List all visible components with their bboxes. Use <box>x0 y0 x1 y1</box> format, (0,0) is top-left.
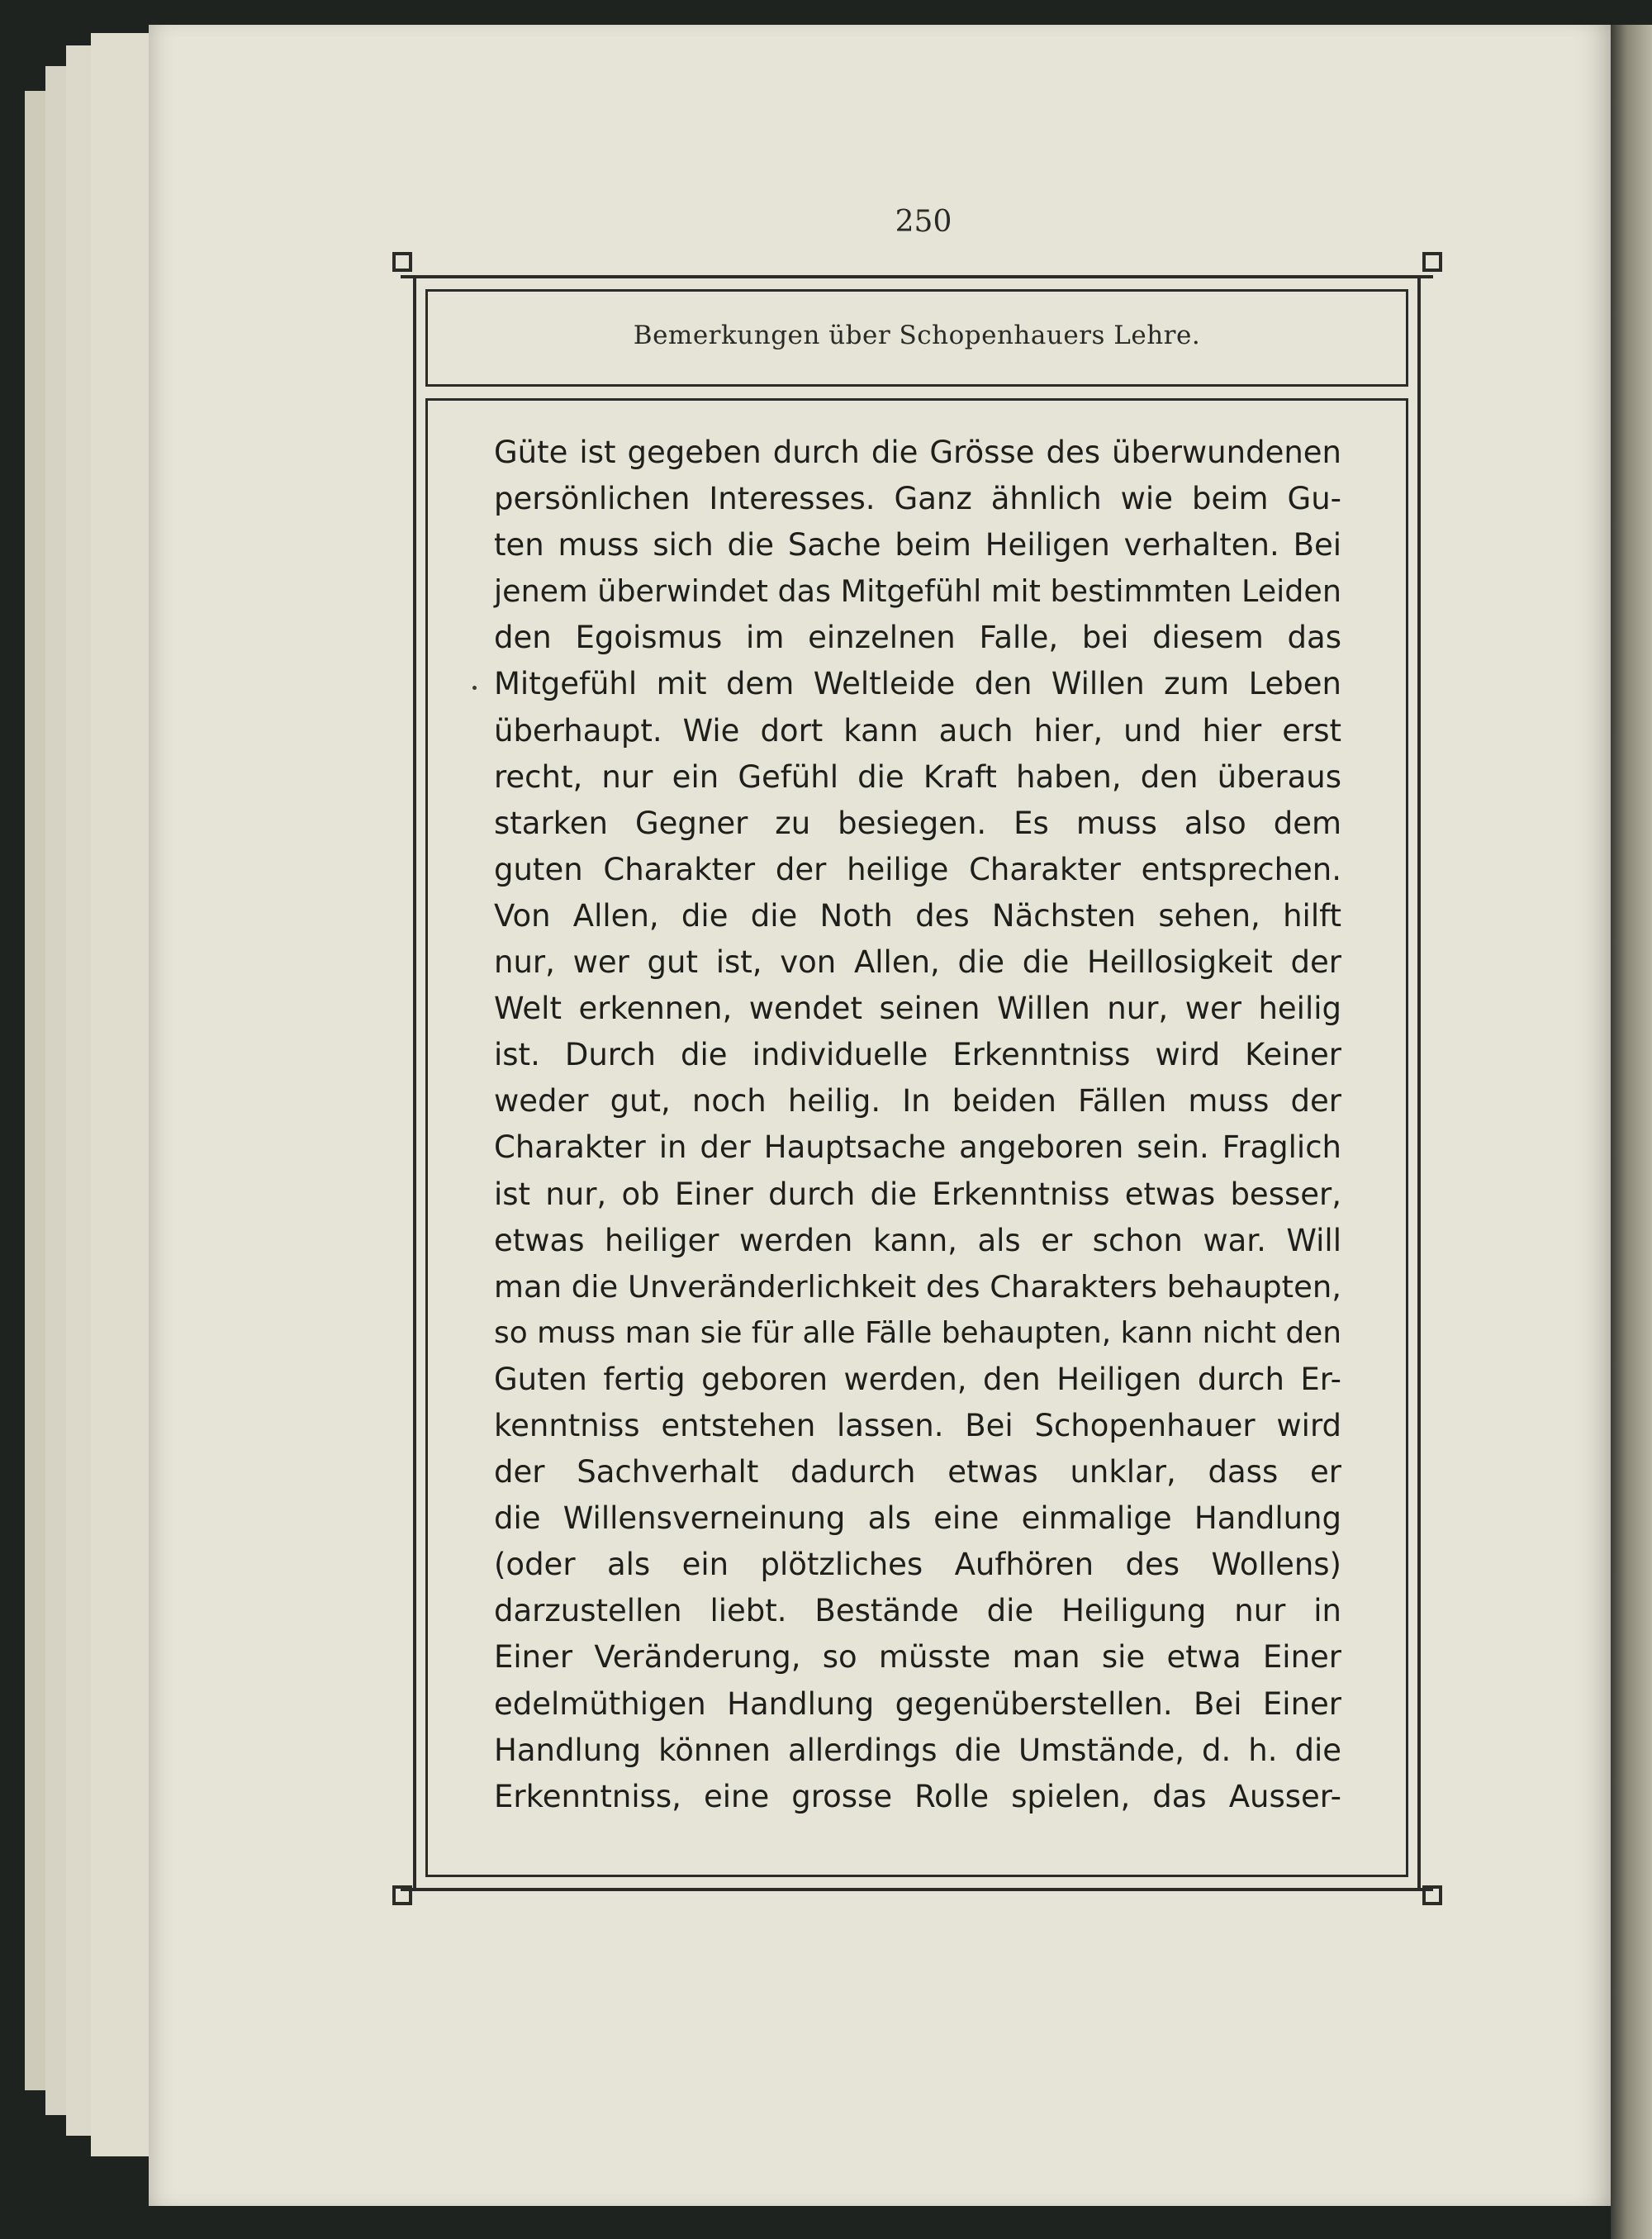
text-line <box>494 939 1341 986</box>
text-line-content: Guten fertig geboren werden, den Heiligen durch Er- <box>494 1361 1341 1397</box>
book-gutter <box>1611 25 1652 2239</box>
text-line <box>494 1728 1341 1774</box>
frame-corner-ornament <box>392 1885 412 1905</box>
text-line <box>494 476 1341 522</box>
text-line-content: darzustellen liebt. Bestände die Heiligung nur in <box>494 1593 1341 1629</box>
text-line <box>494 661 1341 707</box>
text-line-content: man die Unveränderlichkeit des Charakters behaupten, <box>494 1268 1341 1305</box>
text-line-content: so muss man sie für alle Fälle behaupten, kann nicht den <box>494 1315 1341 1350</box>
text-line <box>494 708 1341 754</box>
frame-corner-ornament <box>1422 252 1442 272</box>
text-line <box>494 1264 1341 1310</box>
text-line <box>494 801 1341 847</box>
text-line <box>494 893 1341 939</box>
text-line-content: weder gut, noch heilig. In beiden Fällen muss der <box>494 1083 1341 1120</box>
text-line <box>494 1495 1341 1542</box>
text-line <box>494 522 1341 568</box>
text-line-content: Mitgefühl mit dem Weltleide den Willen zum Leben <box>494 666 1341 702</box>
text-line <box>494 1172 1341 1218</box>
text-line-content: Von Allen, die die Noth des Nächsten sehen, hilft <box>494 897 1341 934</box>
text-line-content: ist. Durch die individuelle Erkenntniss wird Keiner <box>494 1037 1341 1073</box>
text-line-content: (oder als ein plötzliches Aufhören des Wollens) <box>494 1547 1341 1583</box>
text-line-content: nur, wer gut ist, von Allen, die die Heillosigkeit der <box>494 944 1341 981</box>
text-line-content: recht, nur ein Gefühl die Kraft haben, den überaus <box>494 758 1341 795</box>
text-line-content: etwas heiliger werden kann, als er schon war. Will <box>494 1222 1341 1258</box>
text-line-content: kenntniss entstehen lassen. Bei Schopenhauer wird <box>494 1407 1341 1443</box>
frame-bottom-line <box>401 1888 1433 1891</box>
text-line <box>494 1681 1341 1728</box>
text-line <box>494 568 1341 615</box>
frame-corner-ornament <box>392 252 412 272</box>
text-line <box>494 1310 1341 1357</box>
text-line <box>494 1542 1341 1588</box>
text-line-content: ist nur, ob Einer durch die Erkenntniss etwas besser, <box>494 1176 1341 1212</box>
body-text <box>494 430 1341 1820</box>
text-line-content: Handlung können allerdings die Umstände, d. h. die <box>494 1732 1341 1768</box>
text-line <box>494 986 1341 1032</box>
page-number: 250 <box>895 205 952 239</box>
text-line-content: überhaupt. Wie dort kann auch hier, und hier erst <box>494 712 1341 749</box>
text-line <box>494 1218 1341 1264</box>
text-line-content: edelmüthigen Handlung gegenüberstellen. Bei Einer <box>494 1685 1341 1722</box>
text-line <box>494 615 1341 661</box>
text-line-content: Güte ist gegeben durch die Grösse des überwundenen <box>494 435 1341 470</box>
text-line-content: ten muss sich die Sache beim Heiligen verhalten. Bei <box>494 527 1341 563</box>
text-line <box>494 1774 1341 1820</box>
text-line <box>494 1588 1341 1634</box>
text-line <box>494 1449 1341 1495</box>
text-line <box>494 1357 1341 1403</box>
text-line-content: persönlichen Interesses. Ganz ähnlich wie beim Gu- <box>494 481 1341 517</box>
text-line-content: die Willensverneinung als eine einmalige Handlung <box>494 1500 1341 1537</box>
text-line <box>494 754 1341 801</box>
text-line-content: den Egoismus im einzelnen Falle, bei diesem das <box>494 620 1341 656</box>
frame-right-line <box>1417 275 1421 1891</box>
text-line <box>494 847 1341 893</box>
text-line-content: guten Charakter der heilige Charakter entsprechen. <box>494 851 1341 887</box>
text-line <box>494 1124 1341 1171</box>
running-head: Bemerkungen über Schopenhauers Lehre. <box>633 321 1201 350</box>
text-line <box>494 1403 1341 1449</box>
frame-corner-ornament <box>1422 1885 1442 1905</box>
text-line-content: starken Gegner zu besiegen. Es muss also dem <box>494 805 1341 841</box>
text-line-content: jenem überwindet das Mitgefühl mit bestimmten Leiden <box>494 573 1341 610</box>
text-line <box>494 1032 1341 1078</box>
ink-speck <box>472 686 477 690</box>
frame-top-line <box>401 275 1433 278</box>
text-line-content: Charakter in der Hauptsache angeboren sein. Fraglich <box>494 1129 1341 1166</box>
text-line <box>494 430 1341 476</box>
text-line <box>494 1634 1341 1680</box>
text-line-content: Einer Veränderung, so müsste man sie etwa Einer <box>494 1639 1341 1676</box>
text-line-content: Erkenntniss, eine grosse Rolle spielen, das Ausser- <box>494 1778 1341 1814</box>
text-line-content: der Sachverhalt dadurch etwas unklar, dass er <box>494 1454 1341 1490</box>
text-line-content: Welt erkennen, wendet seinen Willen nur, wer heilig <box>494 991 1341 1027</box>
text-line <box>494 1078 1341 1124</box>
frame-left-line <box>413 275 416 1891</box>
